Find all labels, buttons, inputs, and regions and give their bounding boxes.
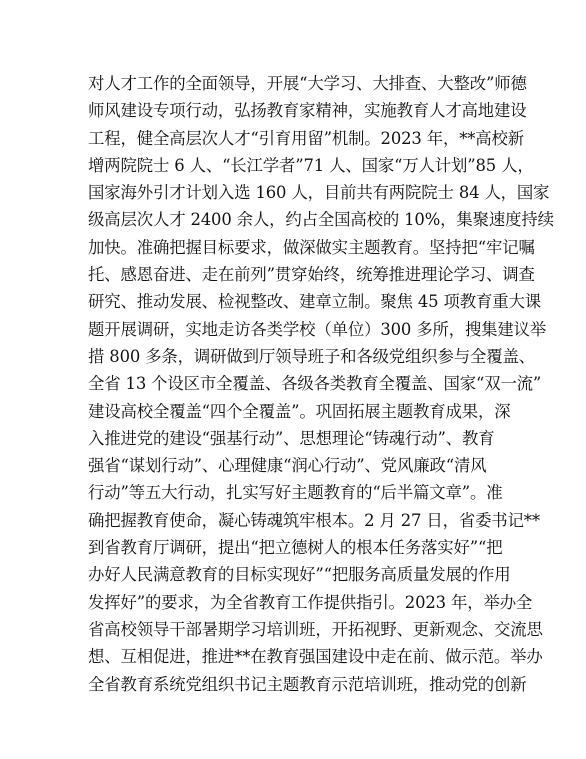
body-paragraph xyxy=(88,70,554,698)
text-line: 建设高校全覆盖“四个全覆盖”。巩固拓展主题教育成果，深 xyxy=(88,401,511,421)
text-line: 师风建设专项行动，弘扬教育家精神，实施教育人才高地建设 xyxy=(88,101,527,121)
text-line: 托、感恩奋进、走在前列”贯穿始终，统筹推进理论学习、调查 xyxy=(88,265,535,285)
text-line: 研究、推动发展、检视整改、建章立制。聚焦 45 项教育重大课 xyxy=(88,292,541,312)
text-line: 入推进党的建设“强基行动”、思想理论“铸魂行动”、教育 xyxy=(88,428,495,448)
text-line: 到省教育厅调研，提出“把立德树人的根本任务落实好”“把 xyxy=(88,538,503,558)
text-line: 办好人民满意教育的目标实现好”“把服务高质量发展的作用 xyxy=(88,565,511,585)
text-line: 对人才工作的全面领导，开展“大学习、大排查、大整改”师德 xyxy=(88,74,527,93)
text-line: 想、互相促进，推进**在教育强国建设中走在前、做示范。举办 xyxy=(88,647,543,667)
text-line: 全省 13 个设区市全覆盖、各级各类教育全覆盖、国家“双一流” xyxy=(88,374,542,394)
text-line: 工程，健全高层次人才“引育用留”机制。2023 年，**高校新 xyxy=(88,128,525,148)
text-line: 确把握教育使命，凝心铸魂筑牢根本。2 月 27 日，省委书记** xyxy=(88,510,540,530)
text-line: 题开展调研，实地走访各类学校（单位）300 多所，搜集建议举 xyxy=(88,319,547,339)
text-line: 加快。准确把握目标要求，做深做实主题教育。坚持把“牢记嘱 xyxy=(88,237,535,257)
text-line: 级高层次人才 2400 余人，约占全国高校的 10%，集聚速度持续 xyxy=(88,210,554,230)
text-line: 发挥好”的要求，为全省教育工作提供指引。2023 年，举办全 xyxy=(88,592,533,612)
text-line: 国家海外引才计划入选 160 人，目前共有两院院士 84 人，国家 xyxy=(88,183,550,203)
text-line: 措 800 多条，调研做到厅领导班子和各级党组织参与全覆盖、 xyxy=(88,346,535,366)
text-line: 强省“谋划行动”、心理健康“润心行动”、党风廉政“清风 xyxy=(88,456,487,476)
text-line: 全省教育系统党组织书记主题教育示范培训班，推动党的创新 xyxy=(88,674,527,694)
text-line: 省高校领导干部暑期学习培训班，开拓视野、更新观念、交流思 xyxy=(88,619,543,639)
text-line: 行动”等五大行动，扎实写好主题教育的“后半篇文章”。准 xyxy=(88,483,503,503)
text-line: 增两院院士 6 人、“长江学者”71 人、国家“万人计划”85 人， xyxy=(88,155,534,175)
